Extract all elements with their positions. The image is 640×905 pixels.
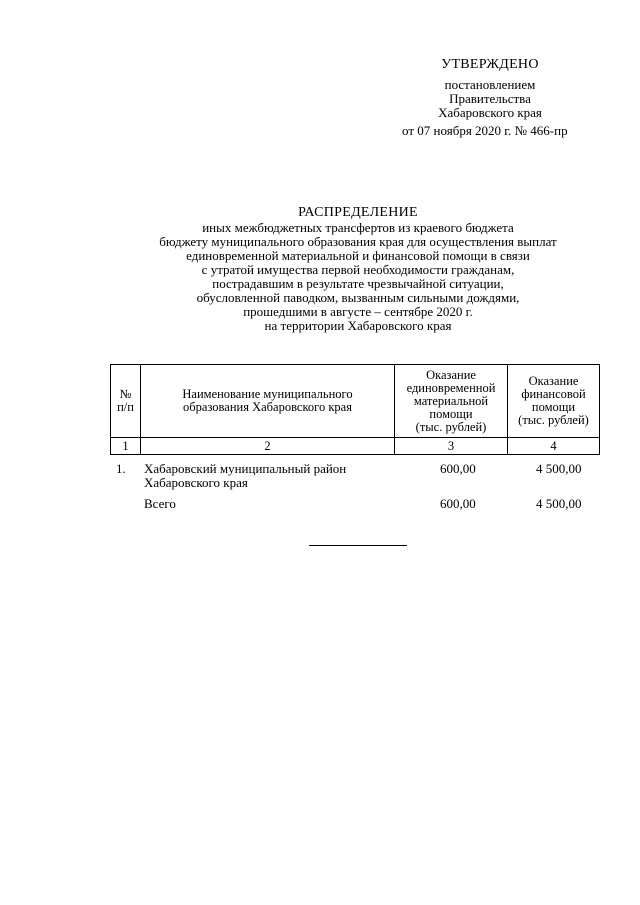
subtitle-line: пострадавшим в результате чрезвычайной ситуации, — [212, 276, 504, 291]
row-number: 1. — [116, 461, 126, 476]
column-number-1: 1 — [111, 438, 141, 455]
row-name: Хабаровский муниципальный район Хабаровского края — [144, 461, 347, 490]
row-material-value: 600,00 — [440, 461, 476, 476]
subtitle-line: обусловленной паводком, вызванным сильными дождями, — [196, 290, 520, 305]
document-title: РАСПРЕДЕЛЕНИЕ — [298, 205, 418, 220]
subtitle-line: с утратой имущества первой необходимости гражданам, — [201, 262, 515, 277]
document-subtitle — [0, 221, 640, 333]
approval-stamp — [380, 57, 600, 138]
subtitle-line: единовременной материальной и финансовой помощи в связи — [186, 248, 530, 263]
total-material-value: 600,00 — [440, 496, 476, 511]
approval-line-2: Правительства — [449, 91, 531, 106]
subtitle-line: бюджету муниципального образования края для осуществления выплат — [159, 234, 557, 249]
header-number: № п/п — [111, 365, 141, 438]
total-financial-value: 4 500,00 — [536, 496, 582, 511]
header-name: Наименование муниципального образования Хабаровского края — [141, 365, 395, 438]
total-label: Всего — [144, 496, 176, 511]
column-number-3: 3 — [395, 438, 508, 455]
distribution-table — [110, 364, 600, 455]
header-financial-aid: Оказание финансовой помощи (тыс. рублей) — [508, 365, 600, 438]
end-divider — [309, 545, 407, 546]
column-number-2: 2 — [141, 438, 395, 455]
row-financial-value: 4 500,00 — [536, 461, 582, 476]
header-material-aid: Оказание единовременной материальной помощи (тыс. рублей) — [395, 365, 508, 438]
approval-line-3: Хабаровского края — [438, 105, 542, 120]
subtitle-line: прошедшими в августе – сентябре 2020 г. — [243, 304, 473, 319]
approval-line-1: постановлением — [444, 77, 536, 92]
subtitle-line: на территории Хабаровского края — [264, 318, 452, 333]
column-number-4: 4 — [508, 438, 600, 455]
subtitle-line: иных межбюджетных трансфертов из краевого бюджета — [202, 220, 514, 235]
approval-date: от 07 ноября 2020 г. № 466-пр — [402, 123, 568, 138]
approval-heading: УТВЕРЖДЕНО — [441, 57, 539, 72]
